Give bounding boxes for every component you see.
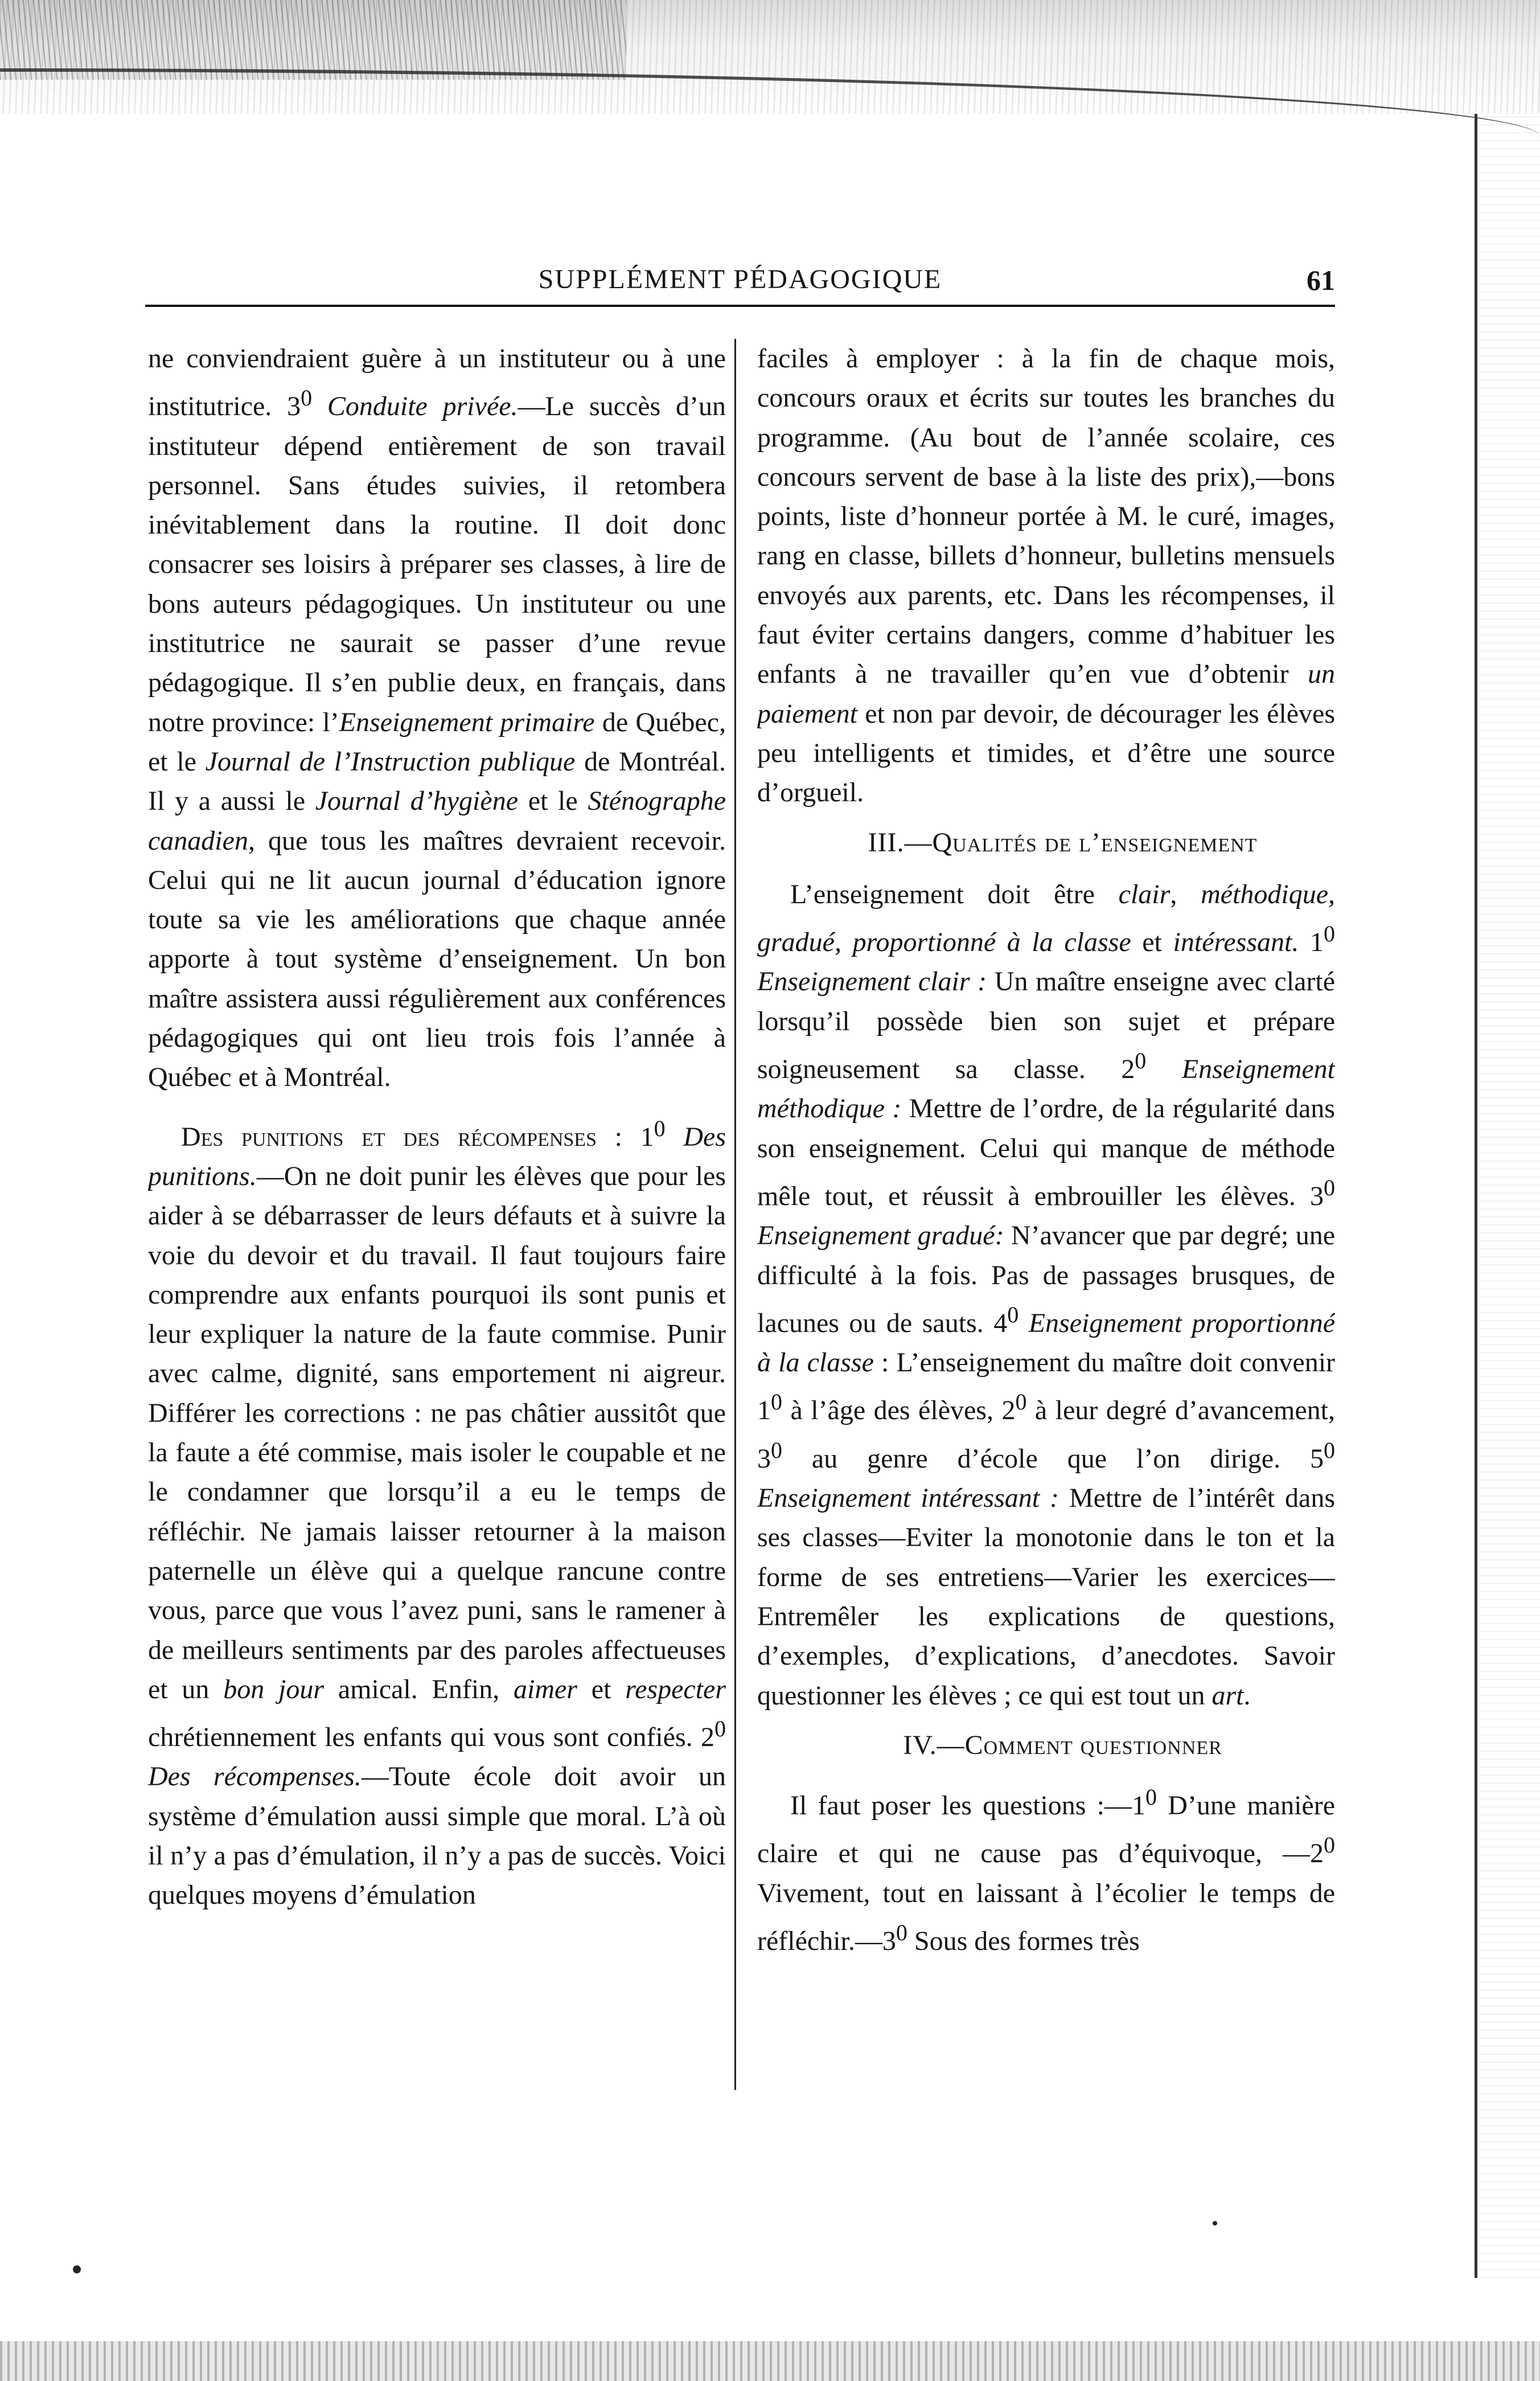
text-run: ne conviendraient guère à un instituteur ou à une institutrice. 3	[148, 343, 726, 422]
italic-run: Enseignement intéressant :	[757, 1483, 1059, 1514]
ordinal-mark: 0	[1007, 1301, 1019, 1327]
section-heading-iv: IV.—Comment questionner	[903, 1730, 1222, 1760]
ordinal-mark: 0	[1324, 921, 1335, 947]
italic-run: Enseignement primaire	[339, 707, 595, 737]
section-lead: Des punitions et des récompenses	[181, 1121, 597, 1152]
scan-right-edge	[1475, 114, 1540, 2278]
italic-run: art	[1212, 1680, 1244, 1711]
scan-bottom-edge	[0, 2341, 1540, 2381]
text-run: chrétiennement les enfants qui vous sont confiés. 2	[148, 1722, 714, 1753]
italic-run: un paiement	[757, 659, 1335, 729]
text-run: Un maître enseigne avec clarté lorsqu’il possède bien son sujet et prépare soigneusement sa classe. 2	[757, 966, 1335, 1085]
text-run: et le	[518, 786, 588, 817]
italic-run: Des punitions.	[148, 1121, 726, 1191]
italic-run: aimer	[514, 1674, 577, 1704]
ordinal-mark: 0	[1135, 1048, 1147, 1074]
italic-run: bon jour	[223, 1674, 325, 1704]
paragraph-questionner	[757, 1777, 1335, 1961]
right-column	[757, 339, 1335, 2099]
text-run: à l’âge des élèves, 2	[782, 1395, 1016, 1426]
ordinal-mark: 0	[1324, 1174, 1335, 1200]
ordinal-mark: 0	[301, 385, 313, 411]
page-curl	[0, 68, 1540, 140]
scan-speck	[1213, 2221, 1217, 2226]
text-run: Mettre de l’intérêt dans ses classes—Eviter la monotonie dans le ton et la forme de ses entretiens—Varier les exercices—Entremêler les explications de questions, d’exemples, d’explications, d’anecdotes. Savoir questionner les élèves ; ce qui est tout un	[757, 1483, 1335, 1711]
ordinal-mark: 0	[896, 1919, 907, 1945]
text-run: de Québec, et le	[148, 707, 726, 777]
text-run: Vivement, tout en laissant à l’écolier le temps de réfléchir.—3	[757, 1878, 1335, 1956]
page-number: 61	[1307, 264, 1335, 296]
text-run: : L’enseignement du maître doit convenir 1	[757, 1347, 1335, 1426]
italic-run: Conduite privée.	[327, 391, 518, 422]
text-run: —On ne doit punir les élèves que pour les aider à se débarrasser de leurs défauts et à suivre la voie du devoir et du travail. Il faut toujours faire comprendre aux enfants pourquoi ils sont punis et leur expliquer la nature de la faute commise. Punir avec calme, dignité, sans emportement ni aigreur. Différer les corrections : ne pas châtier aussitôt que la faute a été commise, mais isoler le coupable et ne le condamner que lorsqu’il a eu le temps de réfléchir. Ne jamais laisser retourner à la maison paternelle un élève qui a quelque rancune contre vous, parce que vous l’avez puni, sans le ramener à de meilleurs sentiments par des paroles affectueuses et un	[148, 1161, 726, 1704]
italic-run: intéressant.	[1173, 927, 1299, 958]
italic-run: clair	[1118, 879, 1171, 909]
text-run: et non par devoir, de décourager les élèves peu intelligents et timides, et d’être une source d’orgueil.	[757, 698, 1335, 808]
running-title: SUPPLÉMENT PÉDAGOGIQUE	[538, 264, 942, 294]
text-run: et	[577, 1674, 626, 1704]
ordinal-mark: 0	[654, 1115, 666, 1141]
left-column	[148, 339, 726, 2099]
italic-run: Enseignement proportionné à la classe	[757, 1308, 1335, 1378]
scan-top-edge	[0, 0, 1540, 114]
text-run: amical. Enfin,	[324, 1674, 514, 1704]
ordinal-mark: 0	[714, 1716, 726, 1742]
text-run: au genre d’école que l’on dirige. 5	[782, 1443, 1324, 1474]
italic-run: Sténographe canadien	[148, 786, 726, 856]
italic-run: Enseignement méthodique :	[757, 1054, 1335, 1124]
text-run: : 1	[596, 1121, 654, 1152]
italic-run: respecter	[625, 1674, 726, 1704]
section-heading-iii: III.—Qualités de l’enseignement	[868, 827, 1258, 858]
text-run: Sous des formes très	[907, 1925, 1140, 1956]
scan-speck	[73, 2265, 81, 2273]
text-run: —Le succès d’un instituteur dépend entièrement de son travail personnel. Sans études suivies, il retombera inévitablement dans la routine. Il doit donc consacrer ses loisirs à préparer ses classes, à lire de bons auteurs pédagogiques. Un instituteur ou une institutrice ne saurait se passer d’une revue pédagogique. Il s’en publie deux, en français, dans notre province: l’	[148, 391, 726, 737]
italic-run: Journal d’hygiène	[315, 786, 519, 817]
text-run: 1	[1299, 927, 1324, 958]
text-run: —Toute école doit avoir un système d’émulation aussi simple que moral. L’à où il n’y a pas d’émulation, il n’y a pas de succès. Voici quelques moyens d’émulation	[148, 1761, 726, 1911]
italic-run: Enseignement clair :	[757, 966, 987, 997]
ordinal-mark: 0	[1324, 1437, 1335, 1463]
text-run: , que tous les maîtres devraient recevoir. Celui qui ne lit aucun journal d’éducation ignore toute sa vie les améliorations que chaque année apporte à tout système d’enseignement. Un bon maître assistera aussi régulièrement aux conférences pédagogiques qui ont lieu trois fois l’année à Québec et à Montréal.	[148, 825, 726, 1093]
italic-run: méthodique, gradué, proportionné à la classe	[757, 879, 1335, 958]
running-header	[145, 259, 1335, 307]
ordinal-mark: 0	[1015, 1389, 1027, 1415]
text-run: N’avancer que par degré; une difficulté à la fois. Pas de passages brusques, de lacunes ou de sauts. 4	[757, 1220, 1335, 1338]
text-run: Il faut poser les questions :—1	[790, 1790, 1146, 1821]
text-run: à leur degré d’avancement, 3	[757, 1395, 1335, 1474]
ordinal-mark: 0	[771, 1389, 782, 1415]
text-run: L’enseignement doit être	[790, 879, 1119, 909]
scan-smudge	[0, 0, 626, 80]
text-run: ,	[1170, 879, 1201, 909]
text-run: de Montréal. Il y a aussi le	[148, 746, 726, 817]
text-run: D’une manière claire et qui ne cause pas d’équivoque, —2	[757, 1790, 1335, 1869]
italic-run: Enseignement gradué:	[757, 1220, 1004, 1251]
ordinal-mark: 0	[771, 1437, 782, 1463]
paragraph-conduite-privee	[148, 339, 726, 1097]
paragraph-emulation	[757, 339, 1335, 813]
ordinal-mark: 0	[1324, 1832, 1335, 1858]
italic-run: Journal de l’Instruction publique	[205, 746, 576, 777]
italic-run: Des récompenses.	[148, 1761, 362, 1792]
text-run: et	[1131, 927, 1173, 958]
text-run: faciles à employer : à la fin de chaque mois, concours oraux et écrits sur toutes les branches du programme. (Au bout de l’année scolaire, ces concours servent de base à la liste des prix),—bons points, liste d’honneur portée à M. le curé, images, rang en classe, billets d’honneur, bulletins mensuels envoyés aux parents, etc. Dans les récompenses, il faut éviter certains dangers, comme d’habituer les enfants à ne travailler qu’en vue d’obtenir	[757, 343, 1335, 690]
text-run: .	[1243, 1680, 1251, 1711]
ordinal-mark: 0	[1145, 1784, 1157, 1810]
paragraph-qualites	[757, 875, 1335, 1715]
paragraph-punitions-recompenses	[148, 1109, 726, 1915]
text-run: Mettre de l’ordre, de la régularité dans son enseignement. Celui qui manque de méthode mêle tout, et réussit à embrouiller les élèves. 3	[757, 1093, 1335, 1211]
column-rule	[734, 339, 736, 2090]
